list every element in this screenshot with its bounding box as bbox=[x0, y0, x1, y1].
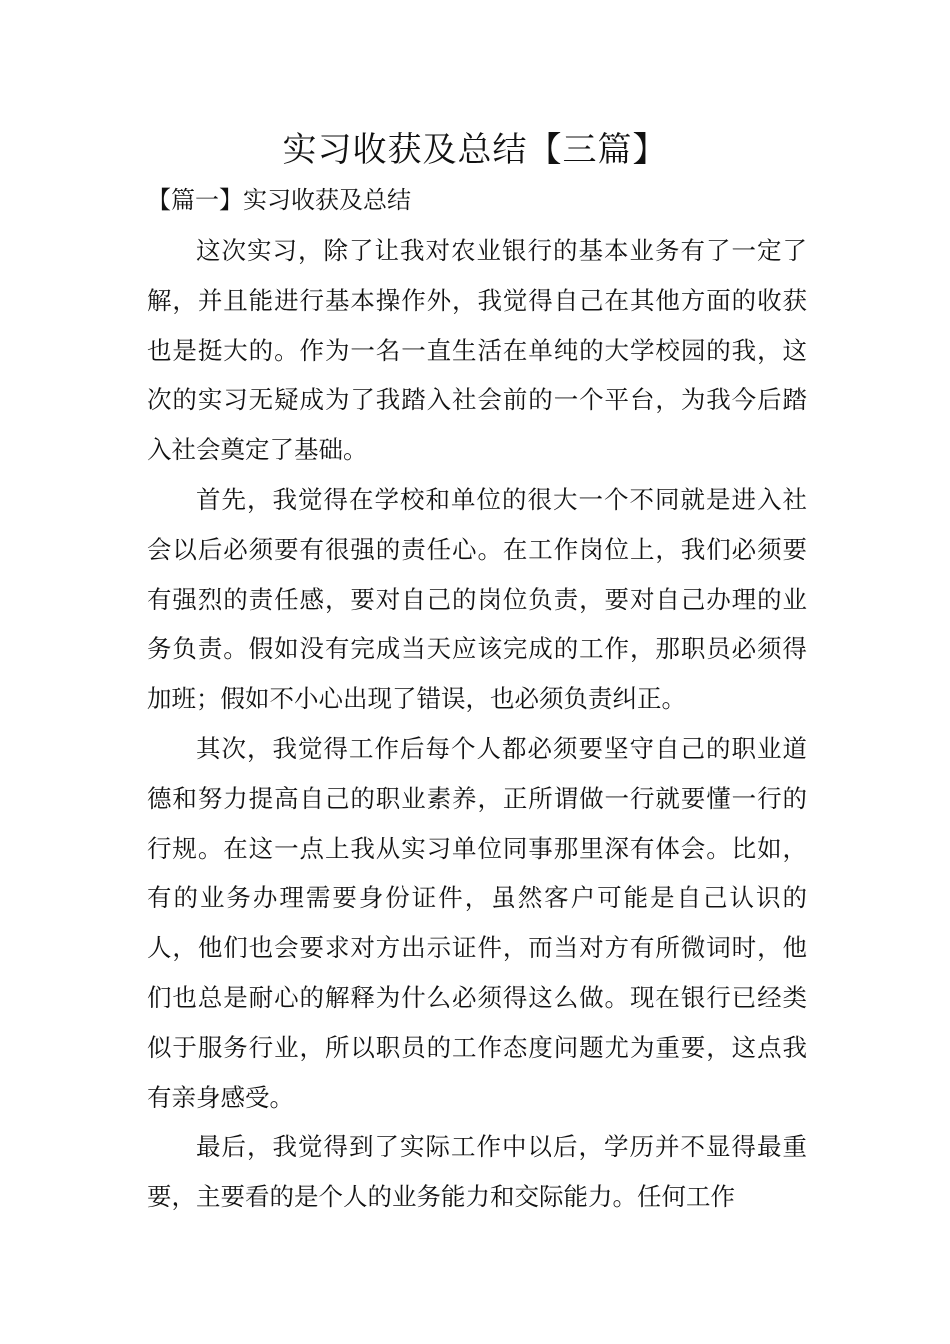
paragraph: 其次，我觉得工作后每个人都必须要坚守自己的职业道德和努力提高自己的职业素养，正所谓做一行就要懂一行的行规。在这一点上我从实习单位同事那里深有体会。比如，有的业务办理需要身份证件，虽然客户可能是自己认识的人，他们也会要求对方出示证件，而当对方有所微词时，他们也总是耐心的解释为什么必须得这么做。现在银行已经类似于服务行业，所以职员的工作态度问题尤为重要，这点我有亲身感受。 bbox=[147, 733, 807, 1112]
document-title: 实习收获及总结【三篇】 bbox=[282, 130, 668, 170]
paragraph: 最后，我觉得到了实际工作中以后，学历并不显得最重要，主要看的是个人的业务能力和交际能力。任何工作 bbox=[147, 1132, 807, 1212]
paragraph: 首先，我觉得在学校和单位的很大一个不同就是进入社会以后必须要有很强的责任心。在工作岗位上，我们必须要有强烈的责任感，要对自己的岗位负责，要对自己办理的业务负责。假如没有完成当天应该完成的工作，那职员必须得加班；假如不小心出现了错误，也必须负责纠正。 bbox=[147, 484, 807, 714]
paragraph: 这次实习，除了让我对农业银行的基本业务有了一定了解，并且能进行基本操作外，我觉得自己在其他方面的收获也是挺大的。作为一名一直生活在单纯的大学校园的我，这次的实习无疑成为了我踏入社会前的一个平台，为我今后踏入社会奠定了基础。 bbox=[147, 236, 807, 465]
body-text bbox=[147, 226, 807, 1222]
section-heading: 【篇一】实习收获及总结 bbox=[147, 186, 411, 214]
